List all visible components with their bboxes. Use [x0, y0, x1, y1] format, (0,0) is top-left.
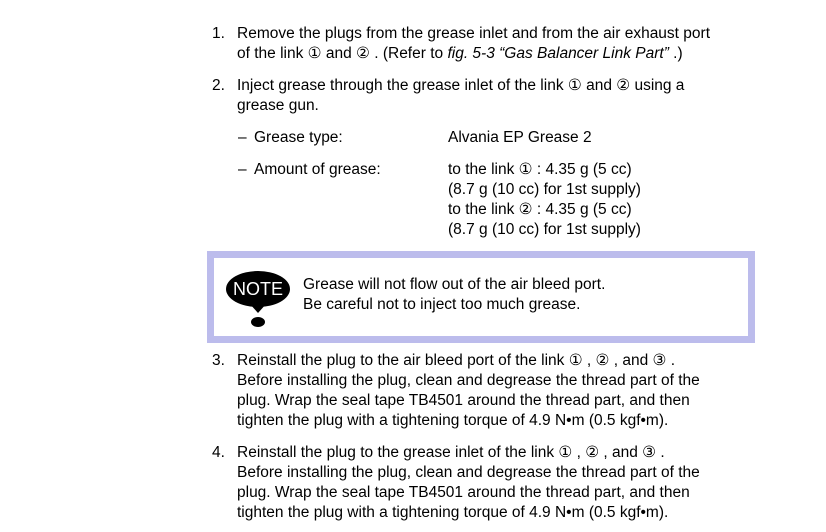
grease-type-value: Alvania EP Grease 2 — [448, 129, 592, 146]
note-icon — [225, 269, 291, 329]
step-number: 3. — [212, 352, 225, 369]
step-line: grease gun. — [237, 97, 319, 114]
amount-line: to the link ② : 4.35 g (5 cc) — [448, 201, 632, 218]
amount-line: (8.7 g (10 cc) for 1st supply) — [448, 221, 641, 238]
step-line: Reinstall the plug to the air bleed port of the link ① , ② , and ③ . — [237, 352, 676, 369]
step-line: Before installing the plug, clean and degrease the thread part of the — [237, 372, 700, 389]
step-number: 2. — [212, 77, 225, 94]
note-box — [207, 251, 755, 343]
grease-amount-label: Amount of grease: — [254, 161, 381, 178]
step-number: 4. — [212, 444, 225, 461]
list-dash: – — [238, 129, 247, 146]
step-text — [237, 24, 797, 64]
step-line-text: of the link ① and ② . (Refer to — [237, 45, 448, 62]
step-line: Reinstall the plug to the grease inlet of the link ① , ② , and ③ . — [237, 444, 665, 461]
amount-line: to the link ① : 4.35 g (5 cc) — [448, 161, 632, 178]
step-line: plug. Wrap the seal tape TB4501 around the thread part, and then — [237, 392, 690, 409]
step-line: tighten the plug with a tightening torque of 4.9 N•m (0.5 kgf•m). — [237, 412, 669, 429]
note-line: Be careful not to inject too much grease. — [303, 296, 581, 313]
grease-type-label: Grease type: — [254, 129, 343, 146]
step-number: 1. — [212, 25, 225, 42]
list-dash: – — [238, 161, 247, 178]
step-line: plug. Wrap the seal tape TB4501 around the thread part, and then — [237, 484, 690, 501]
amount-line: (8.7 g (10 cc) for 1st supply) — [448, 181, 641, 198]
step-line: Remove the plugs from the grease inlet and from the air exhaust port — [237, 25, 710, 42]
step-line: Before installing the plug, clean and degrease the thread part of the — [237, 464, 700, 481]
step-line — [237, 44, 797, 64]
step-line: Inject grease through the grease inlet of the link ① and ② using a — [237, 77, 685, 94]
grease-amount-values — [448, 160, 641, 240]
note-icon-label: NOTE — [232, 279, 284, 299]
step-text — [237, 443, 797, 523]
step-line-tail: .) — [668, 45, 683, 62]
note-text — [303, 275, 605, 315]
figure-reference-link[interactable]: fig. 5-3 “Gas Balancer Link Part” — [447, 45, 669, 62]
step-text — [237, 351, 797, 431]
note-line: Grease will not flow out of the air bleed port. — [303, 276, 606, 293]
step-text — [237, 76, 797, 116]
step-line: tighten the plug with a tightening torque of 4.9 N•m (0.5 kgf•m). — [237, 504, 669, 521]
